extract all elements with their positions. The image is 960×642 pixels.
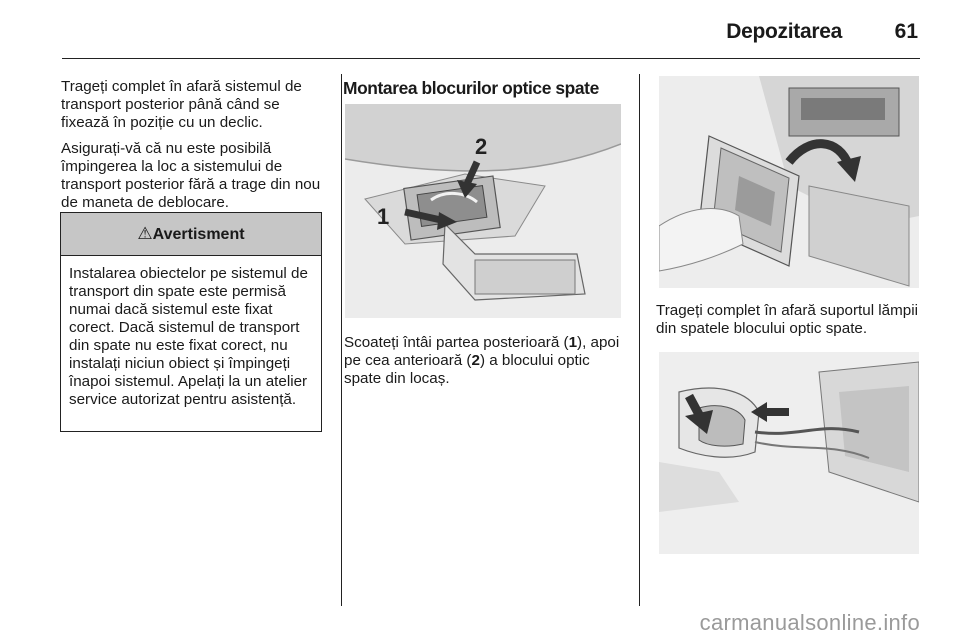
tail-lamp-illustration — [345, 104, 621, 318]
warning-title: Avertisment — [152, 226, 245, 243]
caption-text: ), apoi pe cea anterioară ( — [344, 334, 620, 369]
figure-lamp-holder-pull — [659, 76, 919, 288]
figure-caption — [344, 334, 622, 388]
page-header — [62, 18, 920, 59]
figure-tail-lamp-removal — [345, 104, 621, 318]
lamp-holder-illustration — [659, 76, 919, 288]
watermark: carmanualsonline.info — [699, 610, 920, 635]
callout-label: 2 — [475, 134, 488, 159]
warning-text: Instalarea obiectelor pe sistemul de transport din spate este permisă numai dacă sistemul este fixat corect. Dacă sistemul de transport din spate nu este fixat corect, nu instalați niciun obiect și împingeți înapoi sistemul. Apelați la un atelier service autorizat pentru asistență. — [69, 265, 308, 408]
figure-caption: Trageți complet în afară suportul lămpii din spatele blocului optic spate. — [656, 302, 918, 337]
paragraph: Asigurați-vă că nu este posibilă împingerea la loc a sistemului de transport posterior fără a trage din nou de maneta de deblocare. — [61, 140, 321, 211]
page-title: Depozitarea — [726, 20, 842, 43]
column-divider — [341, 74, 342, 606]
callout-label: 1 — [377, 204, 390, 229]
section-title: Montarea blocurilor optice spate — [343, 78, 599, 98]
warning-box — [60, 212, 322, 432]
figure-lamp-holder-release — [659, 352, 919, 554]
caption-reference: 1 — [568, 334, 578, 351]
warning-header — [61, 213, 321, 256]
caption-text: Scoateți întâi partea posterioară ( — [344, 334, 569, 351]
caption-reference: 2 — [471, 352, 480, 369]
lamp-socket-illustration — [659, 352, 919, 554]
warning-triangle-icon: ⚠ — [137, 224, 153, 244]
paragraph: Trageți complet în afară sistemul de transport posterior până când se fixează în poziție cu un declic. — [61, 78, 302, 131]
caption-text: ) a blocului optic spate din locaș. — [344, 352, 590, 387]
column-divider — [639, 74, 640, 606]
page-number: 61 — [894, 20, 918, 43]
column-1 — [61, 78, 323, 220]
